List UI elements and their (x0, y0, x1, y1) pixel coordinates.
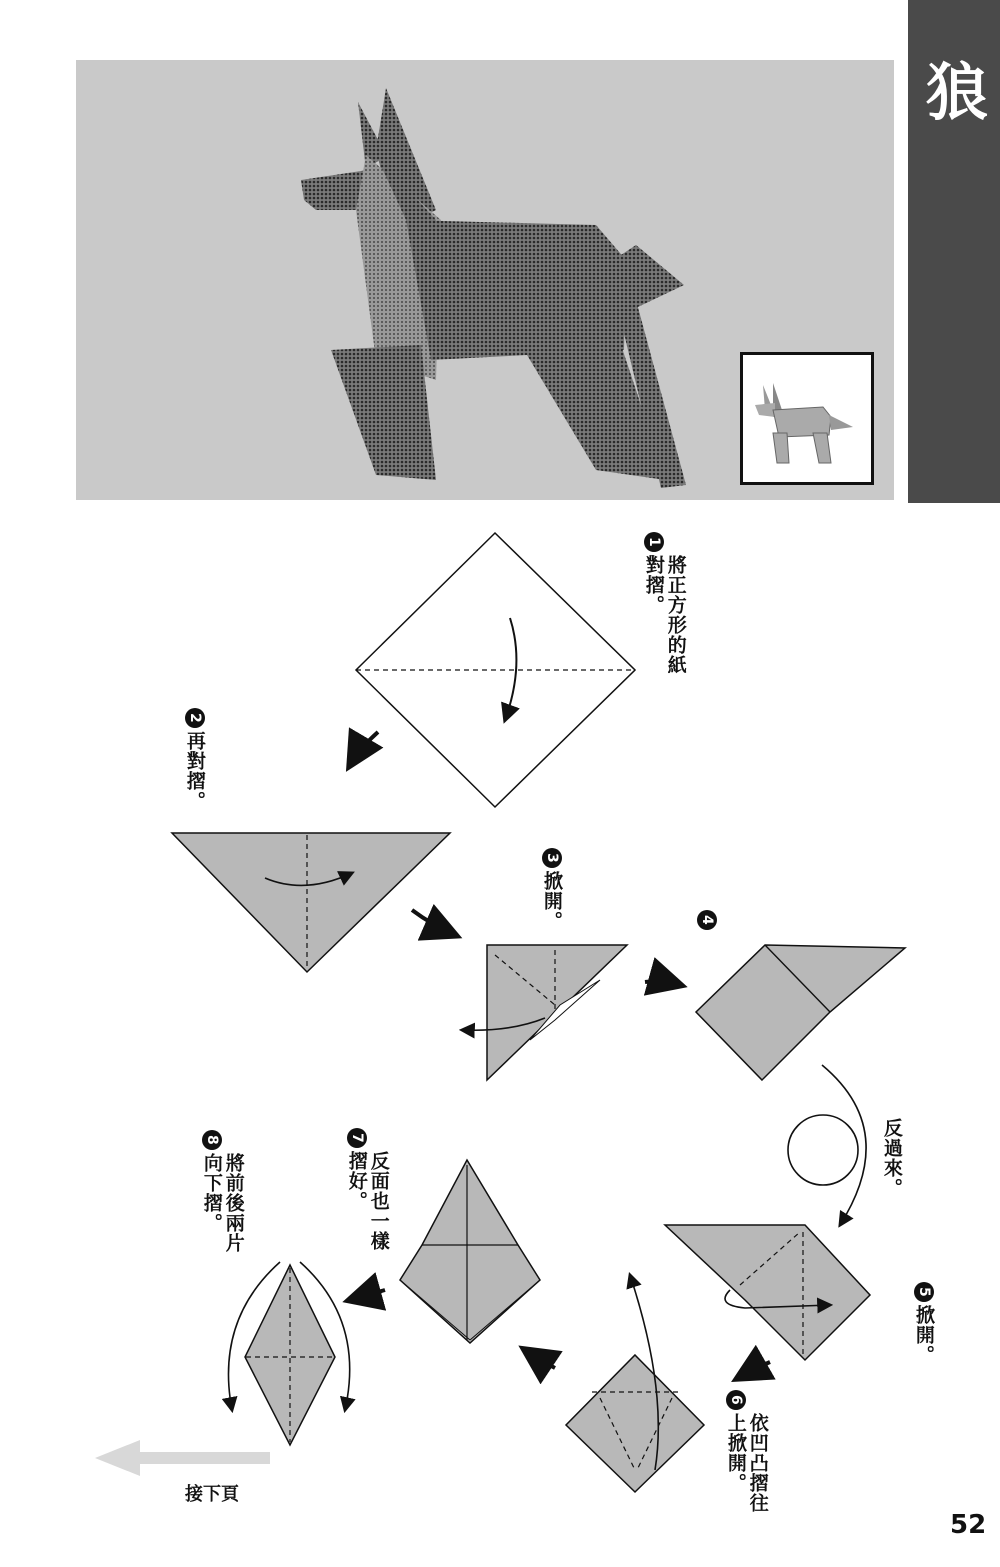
step-5-label (912, 1282, 934, 1365)
flip-over-label: 反過來。 (880, 1118, 903, 1198)
arrow-left-icon (95, 1440, 270, 1476)
step-1-text: 將正方形的紙對摺。 (642, 555, 687, 675)
step-4-number: 4 (697, 910, 717, 930)
step-4-diagram (696, 945, 905, 1080)
flip-over-symbol (788, 1065, 866, 1225)
step-8-label (200, 1130, 244, 1263)
continue-next-page[interactable]: 接下頁 (185, 1484, 239, 1505)
step-5-number: 5 (914, 1282, 934, 1302)
step-1-number: 1 (644, 532, 664, 552)
page-title: 狼 (926, 56, 989, 129)
arrow-step3-to-4 (645, 981, 680, 985)
step-8-text: 將前後兩片向下摺。 (200, 1153, 245, 1253)
arrow-step1-to-2 (350, 732, 378, 765)
step-5-diagram (665, 1225, 870, 1360)
arrow-step7-to-8 (350, 1290, 385, 1300)
step-7-number: 7 (347, 1128, 367, 1148)
step-3-text: 掀開。 (540, 871, 563, 931)
step-2-label (183, 708, 205, 811)
arrow-step5-to-6 (738, 1362, 770, 1378)
step-7-label (345, 1128, 389, 1261)
step-7-diagram (400, 1160, 540, 1343)
step-6-label (724, 1390, 768, 1518)
step-2-diagram (172, 833, 450, 972)
step-8-diagram (228, 1262, 349, 1445)
step-3-label (540, 848, 562, 931)
step-8-number: 8 (202, 1130, 222, 1150)
step-4-label (695, 910, 717, 933)
step-1-label (642, 532, 686, 685)
step-2-number: 2 (185, 708, 205, 728)
step-3-diagram (462, 945, 627, 1080)
step-1-diagram (356, 533, 635, 807)
step-5-text: 掀開。 (912, 1305, 935, 1365)
step-7-text: 反面也一樣摺好。 (345, 1151, 390, 1251)
page-number: 52 (950, 1510, 987, 1540)
step-6-text: 依凹凸摺往上掀開。 (724, 1413, 769, 1513)
step-3-number: 3 (542, 848, 562, 868)
arrow-step2-to-3 (412, 910, 455, 935)
step-6-diagram (566, 1275, 704, 1492)
arrow-step6-to-7 (525, 1350, 555, 1368)
step-2-text: 再對摺。 (183, 731, 206, 811)
step-6-number: 6 (726, 1390, 746, 1410)
